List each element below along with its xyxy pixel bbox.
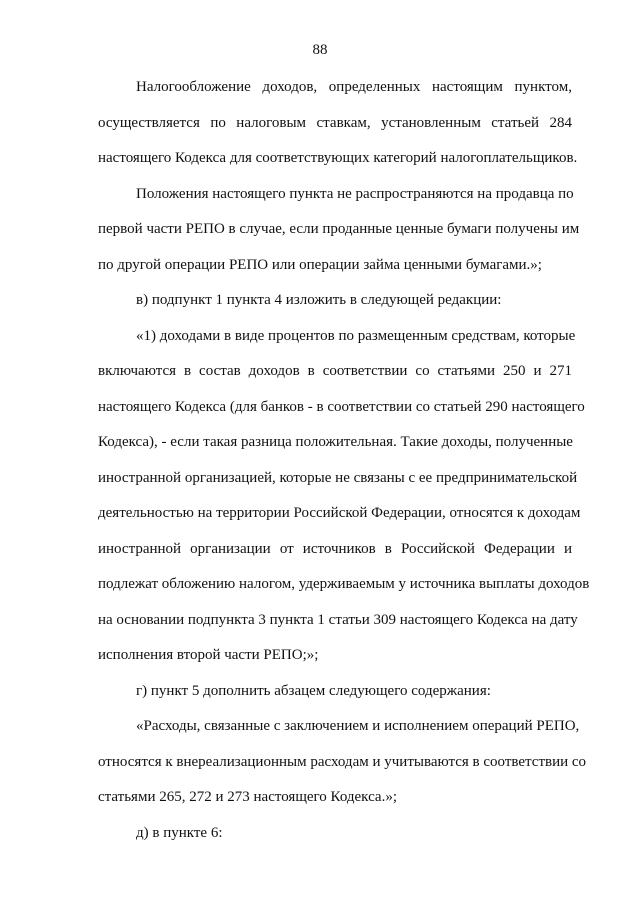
- paragraph: [98, 319, 590, 674]
- page-number: 88: [312, 42, 328, 58]
- text-line: д) в пункте 6:: [136, 824, 223, 841]
- text-line: деятельностью на территории Российской Федерации, относятся к доходам: [98, 505, 581, 521]
- text-line: первой части РЕПО в случае, если проданные ценные бумаги получены им: [98, 221, 580, 237]
- text-line: Кодекса), - если такая разница положительная. Такие доходы, полученные: [98, 434, 573, 450]
- paragraph: [98, 674, 572, 710]
- paragraph: [98, 70, 578, 177]
- paragraph: [98, 816, 572, 852]
- text-line: настоящего Кодекса для соответствующих категорий налогоплательщиков.: [98, 150, 578, 166]
- text-line: в) подпункт 1 пункта 4 изложить в следующей редакции:: [136, 292, 502, 308]
- text-line: Положения настоящего пункта не распространяются на продавца по: [136, 185, 574, 202]
- text-line: «Расходы, связанные с заключением и исполнением операций РЕПО,: [136, 718, 580, 734]
- document-body: [98, 70, 590, 851]
- text-line: «1) доходами в виде процентов по размещенным средствам, которые: [136, 327, 576, 344]
- text-line: иностранной организации от источников в Российской Федерации и: [98, 540, 572, 557]
- text-line: Налогообложение доходов, определенных настоящим пунктом,: [136, 79, 572, 95]
- text-line: осуществляется по налоговым ставкам, установленным статьей 284: [98, 114, 572, 131]
- text-line: статьями 265, 272 и 273 настоящего Кодекса.»;: [98, 789, 398, 805]
- text-line: на основании подпункта 3 пункта 1 статьи 309 настоящего Кодекса на дату: [98, 611, 578, 628]
- paragraph: [98, 709, 587, 816]
- text-line: иностранной организацией, которые не связаны с ее предпринимательской: [98, 469, 578, 486]
- text-line: подлежат обложению налогом, удерживаемым у источника выплаты доходов: [98, 576, 590, 592]
- text-line: относятся к внереализационным расходам и учитываются в соответствии со: [98, 753, 587, 770]
- paragraph: [98, 177, 580, 284]
- text-line: настоящего Кодекса (для банков - в соответствии со статьей 290 настоящего: [98, 398, 585, 415]
- text-line: исполнения второй части РЕПО;»;: [98, 647, 319, 663]
- paragraph: [98, 283, 572, 319]
- text-line: по другой операции РЕПО или операции займа ценными бумагами.»;: [98, 256, 542, 273]
- text-line: г) пункт 5 дополнить абзацем следующего содержания:: [136, 682, 491, 699]
- text-line: включаются в состав доходов в соответствии со статьями 250 и 271: [98, 363, 572, 379]
